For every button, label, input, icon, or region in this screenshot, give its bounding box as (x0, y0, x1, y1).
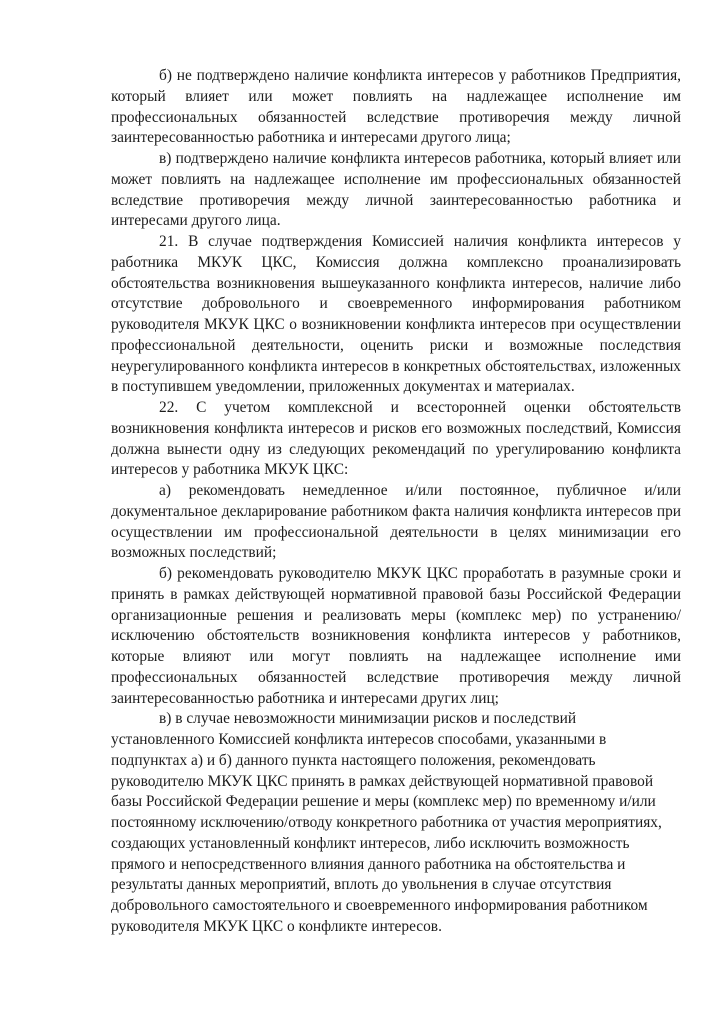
paragraph-v-confirmed: в) подтверждено наличие конфликта интересов работника, который влияет или может повлиять на надлежащее исполнение им профессиональных обязанностей вследствие противоречия между личной заинтересованностью работника и интересами другого лица. (111, 150, 681, 230)
paragraph-22-v: в) в случае невозможности минимизации рисков и последствий установленного Комиссией конфликта интересов способами, указанными в подпунктах а) и б) данного пункта настоящего положения, рекомендовать руководителю МКУК ЦКС принять в рамках действующей нормативной правовой базы Российской Федерации решение и меры (комплекс мер) по временному и/или постоянному исключению/отводу конкретного работника от участия мероприятиях, создающих установленный конфликт интересов, либо исключить возможность прямого и непосредственного влияния данного работника на обстоятельства и результаты данных мероприятий, вплоть до увольнения в случае отсутствия добровольного самостоятельного и своевременного информирования работником руководителя МКУК ЦКС о конфликте интересов. (111, 710, 662, 935)
paragraph-21: 21. В случае подтверждения Комиссией наличия конфликта интересов у работника МКУК ЦКС, Комиссия должна комплексно проанализировать обстоятельства возникновения вышеуказанного конфликта интересов, наличие либо отсутствие добровольного и своевременного информирования работником руководителя МКУК ЦКС о возникновении конфликта интересов при осуществлении профессиональной деятельности, оценить риски и возможные последствия неурегулированного конфликта интересов в конкретных обстоятельствах, изложенных в поступившем уведомлении, приложенных документах и материалах. (111, 233, 681, 396)
document-page (111, 66, 681, 938)
paragraph-b-not-confirmed: б) не подтверждено наличие конфликта интересов у работников Предприятия, который влияет или может повлиять на надлежащее исполнение им профессиональных обязанностей вследствие противоречия между личной заинтересованностью работника и интересами другого лица; (111, 67, 681, 147)
paragraph-22-a: а) рекомендовать немедленное и/или постоянное, публичное и/или документальное декларирование работником факта наличия конфликта интересов при осуществлении им профессиональной деятельности в целях минимизации его возможных последствий; (111, 482, 681, 562)
paragraph-22: 22. С учетом комплексной и всесторонней оценки обстоятельств возникновения конфликта интересов и рисков его возможных последствий, Комиссия должна вынести одну из следующих рекомендаций по урегулированию конфликта интересов у работника МКУК ЦКС: (111, 399, 681, 479)
paragraph-22-b: б) рекомендовать руководителю МКУК ЦКС проработать в разумные сроки и принять в рамках действующей нормативной правовой базы Российской Федерации организационные решения и реализовать меры (комплекс мер) по устранению/ исключению обстоятельств возникновения конфликта интересов у работников, которые влияют или могут повлиять на надлежащее исполнение ими профессиональных обязанностей вследствие противоречия между личной заинтересованностью работника и интересами других лиц; (111, 565, 681, 707)
